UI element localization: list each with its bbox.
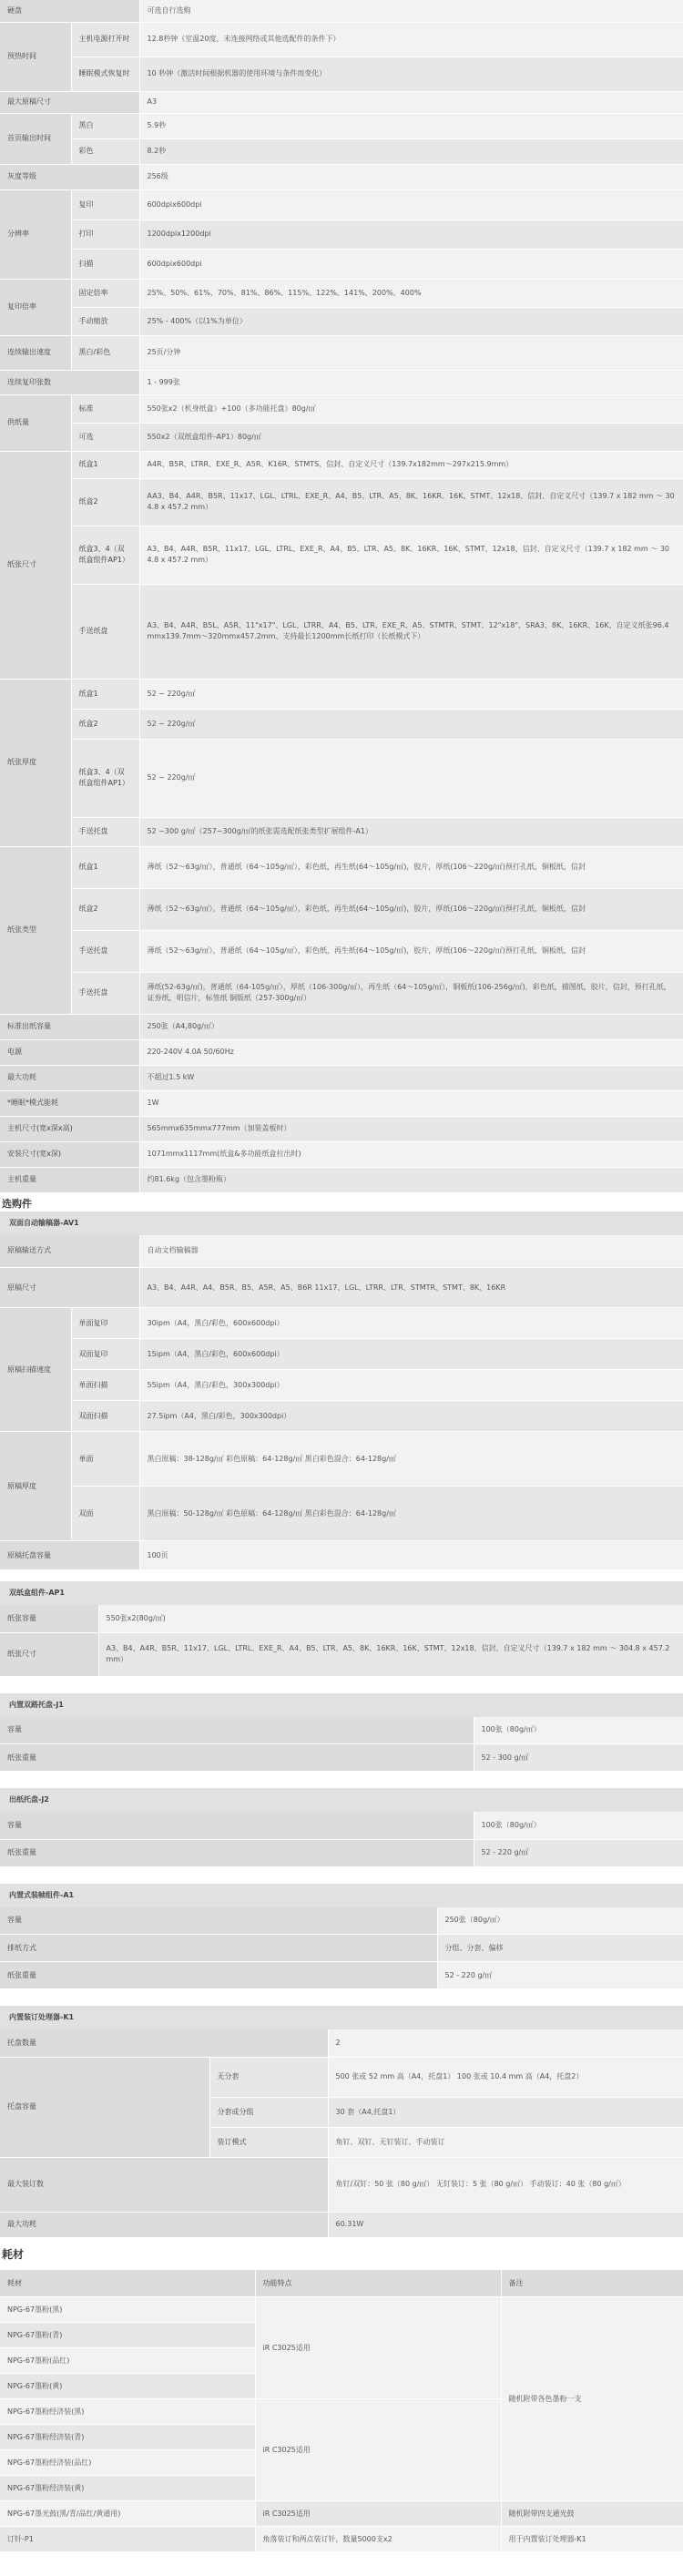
row-heading: 容量 (0, 1812, 474, 1839)
row-value: 27.5ipm（A4，黑白/彩色，300x300dpi） (139, 1401, 683, 1432)
table-row (0, 56, 683, 91)
row-heading: 安装尺寸(宽x深) (0, 1141, 139, 1167)
table-row (0, 1541, 683, 1570)
row-subheading: 彩色 (71, 138, 139, 164)
table-row (0, 1839, 683, 1866)
table-row (0, 1717, 683, 1744)
row-subheading: 主机电源打开时 (71, 22, 139, 56)
row-value: 1200dpix1200dpi (139, 220, 683, 249)
section-gap (0, 1867, 683, 1884)
row-subheading: 复印 (71, 189, 139, 220)
table-row (0, 1308, 683, 1339)
row-heading: 连续复印张数 (0, 370, 139, 394)
row-value: A3 (139, 91, 683, 113)
row-value: 分组、分套、偏移 (437, 1935, 683, 1962)
row-value: 30ipm（A4，黑白/彩色，600x600dpi） (139, 1308, 683, 1339)
consumables-heading: 耗材 (2, 2247, 25, 2261)
row-heading: *睡眠*模式能耗 (0, 1090, 139, 1116)
table-row (0, 1812, 683, 1839)
table-row (0, 709, 683, 739)
table-row (0, 846, 683, 888)
column-header: 功能特点 (255, 2270, 501, 2297)
table-row (0, 1116, 683, 1141)
row-heading: 纸张重量 (0, 1839, 474, 1866)
row-subheading: 单面复印 (71, 1308, 139, 1339)
row-value: 100页 (139, 1541, 683, 1570)
table-row (0, 220, 683, 249)
row-value: 薄纸(52-63g/㎡)，普通纸（64-105g/㎡），厚纸（106-300g/㎡），再生纸（64～105g/㎡），铜板纸(106-256g/㎡)，彩色纸，描图纸，胶片，信封，预打孔纸，证券纸，明信片，标签纸 铜版纸（257-300g/㎡） (139, 972, 683, 1014)
row-heading: 连续输出速度 (0, 335, 71, 370)
row-value: A3、B4、A4R、A4、B5R、B5、A5R、A5、B6R 11x17、LGL、LTRR、LTR、STMTR、STMT、8K、16KR (139, 1268, 683, 1308)
table-row (0, 1014, 683, 1039)
row-heading: 最大装订数 (0, 2157, 328, 2212)
row-value: 500 张或 52 mm 高（A4，托盘1） 100 张或 10.4 mm 高（A4，托盘2） (328, 2057, 683, 2097)
table-row (0, 1268, 683, 1308)
table-row (0, 138, 683, 164)
row-value: 250张（80g/㎡） (437, 1907, 683, 1935)
row-value: 1 - 999张 (139, 370, 683, 394)
table-row (0, 113, 683, 138)
table-row (0, 307, 683, 335)
row-heading: 最大功耗 (0, 2212, 328, 2237)
consumable-name: NPG-67墨粉(品红) (0, 2348, 255, 2374)
row-heading: 纸张尺寸 (0, 1632, 98, 1676)
row-heading: 纸张类型 (0, 846, 71, 1014)
table-row (0, 972, 683, 1014)
row-heading: 容量 (0, 1717, 474, 1744)
table-row (0, 394, 683, 423)
row-value: 30 套（A4,托盘1） (328, 2097, 683, 2127)
row-value: A3、B4、A4R、B5R、11x17、LGL、LTRL、EXE_R、A4、B5、LTR、A5、8K、16KR、16K、STMT、12x18、信封、自定义尺寸（139.7 x 182 mm ～ 304.8 x 457.2 mm） (139, 526, 683, 584)
row-subheading: 标准 (71, 394, 139, 423)
table-row (0, 2029, 683, 2057)
row-subheading: 手送托盘 (71, 972, 139, 1014)
section-title: 内置式装帧组件-A1 (0, 1884, 683, 1907)
table-row (0, 249, 683, 279)
row-value: 52 - 220 g/㎡ (437, 1962, 683, 1989)
row-value: 12.8秒钟（室温20度，未连接网络或其他选配件的条件下） (139, 22, 683, 56)
section-title: 出纸托盘-J2 (0, 1788, 683, 1812)
row-value: 角钉、双钉、无钉装订、手动装订 (328, 2127, 683, 2157)
row-value: 自动文档输稿器 (139, 1235, 683, 1268)
row-value: 600dpix600dpi (139, 189, 683, 220)
row-heading: 复印倍率 (0, 279, 71, 335)
consumable-name: NPG-67墨光鼓(黑/青/品红/黄通用) (0, 2501, 255, 2527)
row-value: 约81.6kg（包含墨粉瓶） (139, 1167, 683, 1192)
row-value: 1071mmx1117mm(纸盒&多功能纸盒拉出时) (139, 1141, 683, 1167)
row-heading: 主机尺寸(宽x深x高) (0, 1116, 139, 1141)
table-row (0, 1235, 683, 1268)
row-subheading: 纸盒1 (71, 846, 139, 888)
table-row (0, 370, 683, 394)
ap1-table (0, 1605, 683, 1677)
table-row (0, 478, 683, 526)
table-row (0, 335, 683, 370)
feature-cell: iR C3025适用 (255, 2399, 501, 2501)
table-row (0, 739, 683, 817)
row-subheading: 纸盒3、4（双纸盒组件AP1） (71, 739, 139, 817)
row-value: 25% - 400%（以1%为单位） (139, 307, 683, 335)
row-value: 黑白原稿：50-128g/㎡ 彩色原稿：64-128g/㎡ 黑白彩色混合：64-128g/㎡ (139, 1487, 683, 1541)
row-value: 550张x2（机身纸盒）+100（多功能托盘）80g/㎡ (139, 394, 683, 423)
row-value: 250张（A4,80g/㎡） (139, 1014, 683, 1039)
row-heading: 电源 (0, 1039, 139, 1065)
row-heading: 托盘容量 (0, 2057, 209, 2157)
table-header-row (0, 2270, 683, 2297)
table-row (0, 1065, 683, 1090)
row-subheading: 纸盒2 (71, 478, 139, 526)
note-cell: 用于内置装订处理器-K1 (501, 2527, 683, 2552)
section-title: 双面自动输稿器-AV1 (0, 1211, 683, 1235)
table-row (0, 930, 683, 972)
table-row (0, 1432, 683, 1487)
row-heading: 标准出纸容量 (0, 1014, 139, 1039)
a1-table (0, 1907, 683, 1990)
row-subheading: 单面扫描 (71, 1370, 139, 1401)
row-heading: 纸张尺寸 (0, 451, 71, 679)
row-subheading: 无分套 (209, 2057, 328, 2097)
row-heading: 首页输出时间 (0, 113, 71, 164)
row-heading: 纸张容量 (0, 1605, 98, 1632)
table-row (0, 22, 683, 56)
row-subheading: 固定倍率 (71, 279, 139, 307)
consumable-name: NPG-67墨粉(黑) (0, 2297, 255, 2323)
row-subheading: 黑白 (71, 113, 139, 138)
table-row (0, 423, 683, 451)
row-value: 600dpix600dpi (139, 249, 683, 279)
feature-cell: 角落装订和两点装订针，数量5000支x2 (255, 2527, 501, 2552)
row-heading: 托盘数量 (0, 2029, 328, 2057)
consumable-name: NPG-67墨粉(黄) (0, 2374, 255, 2399)
table-row (0, 189, 683, 220)
table-row (0, 2527, 683, 2552)
table-row (0, 584, 683, 679)
table-row (0, 451, 683, 478)
table-row (0, 817, 683, 846)
consumable-name: NPG-67墨粉经济装(黑) (0, 2399, 255, 2425)
table-row (0, 2501, 683, 2527)
row-heading: 主机重量 (0, 1167, 139, 1192)
table-row (0, 1370, 683, 1401)
row-heading: 最大功耗 (0, 1065, 139, 1090)
table-row (0, 0, 683, 22)
table-row (0, 1401, 683, 1432)
table-row (0, 1605, 683, 1632)
row-value: 8.2秒 (139, 138, 683, 164)
table-row (0, 1039, 683, 1065)
row-heading: 原稿托盘容量 (0, 1541, 139, 1570)
consumable-name: NPG-67墨粉经济装(黄) (0, 2476, 255, 2501)
note-cell: 随机附带四支通光鼓 (501, 2501, 683, 2527)
row-value: A3、B4、A4R、B5L、A5R、11"x17"、LGL、LTRR、A4、B5、LTR、EXE_R、A5、STMTR、STMT、12"x18"、SRA3、8K、16KR、16K、自定义纸张96.4mmx139.7mm～320mmx457.2mm、支持最长1200mm长纸打印（长纸模式下） (139, 584, 683, 679)
row-value: A3、B4、A4R、B5R、11x17、LGL、LTRL、EXE_R、A4、B5、LTR、A5、8K、16KR、16K、STMT、12x18、信封、自定义尺寸（139.7 x 182 mm ～ 304.8 x 457.2 mm） (98, 1632, 683, 1676)
row-subheading: 装订模式 (209, 2127, 328, 2157)
row-value: 52 ~ 220g/㎡ (139, 739, 683, 817)
section-gap (0, 1570, 683, 1581)
row-value: 薄纸（52～63g/㎡），普通纸（64～105g/㎡），彩色纸，再生纸(64～105g/㎡)，胶片，厚纸(106～220g/㎡)预打孔纸，铜板纸，信封 (139, 846, 683, 888)
row-subheading: 手送托盘 (71, 817, 139, 846)
row-heading: 纸张重量 (0, 1744, 474, 1772)
row-subheading: 双面扫描 (71, 1401, 139, 1432)
row-subheading: 可选 (71, 423, 139, 451)
table-row (0, 1744, 683, 1772)
row-value: 5.9秒 (139, 113, 683, 138)
feature-cell: iR C3025适用 (255, 2501, 501, 2527)
row-value: 2 (328, 2029, 683, 2057)
options-heading: 选购件 (2, 1197, 32, 1210)
section-gap (0, 1989, 683, 2006)
column-header: 备注 (501, 2270, 683, 2297)
table-row (0, 2057, 683, 2097)
row-heading: 供纸量 (0, 394, 71, 451)
row-subheading: 扫描 (71, 249, 139, 279)
consumable-name: 订针-P1 (0, 2527, 255, 2552)
table-row (0, 679, 683, 709)
row-heading: 原稿输送方式 (0, 1235, 139, 1268)
k1-table (0, 2029, 683, 2238)
row-value: AA3、B4、A4R、B5R、11x17、LGL、LTRL、EXE_R、A4、B5、LTR、A5、8K、16KR、16K、STMT、12x18、信封、自定义尺寸（139.7 x 182 mm ～ 304.8 x 457.2 mm） (139, 478, 683, 526)
row-value: 25%、50%、61%、70%、81%、86%、115%、122%、141%、200%、400% (139, 279, 683, 307)
row-subheading: 单面 (71, 1432, 139, 1487)
row-subheading: 纸盒2 (71, 888, 139, 930)
table-row (0, 526, 683, 584)
table-row (0, 888, 683, 930)
row-value: 550张x2(80g/㎡) (98, 1605, 683, 1632)
row-value: 52 ~ 220g/㎡ (139, 679, 683, 709)
row-heading: 原稿扫描速度 (0, 1308, 71, 1432)
table-row (0, 91, 683, 113)
row-value: 220-240V 4.0A 50/60Hz (139, 1039, 683, 1065)
row-value: 15ipm（A4，黑白/彩色，600x600dpi） (139, 1339, 683, 1370)
row-value: 565mmx635mmx777mm（加装盖板时） (139, 1116, 683, 1141)
consumable-name: NPG-67墨粉经济装(青) (0, 2425, 255, 2450)
row-subheading: 双面复印 (71, 1339, 139, 1370)
column-header: 耗材 (0, 2270, 255, 2297)
section-gap (0, 1677, 683, 1693)
note-cell: 随机附带各色墨粉一支 (501, 2297, 683, 2501)
row-value: 52 ~300 g/㎡（257~300g/㎡的纸张需选配纸张类型扩展组件-A1） (139, 817, 683, 846)
row-subheading: 手送托盘 (71, 930, 139, 972)
row-value: 可选自行选购 (139, 0, 683, 22)
row-subheading: 纸盒3、4（双纸盒组件AP1） (71, 526, 139, 584)
row-value: 10 秒钟（激活时间根据机器的使用环境与条件而变化） (139, 56, 683, 91)
row-value: 1W (139, 1090, 683, 1116)
row-subheading: 手动缩放 (71, 307, 139, 335)
row-value: 52 - 220 g/㎡ (474, 1839, 683, 1866)
row-subheading: 纸盒1 (71, 451, 139, 478)
row-subheading: 打印 (71, 220, 139, 249)
row-value: 100张（80g/㎡） (474, 1812, 683, 1839)
row-subheading: 睡眠模式恢复时 (71, 56, 139, 91)
table-row (0, 1487, 683, 1541)
table-row (0, 1167, 683, 1192)
table-row (0, 1090, 683, 1116)
table-row (0, 1339, 683, 1370)
section-title: 内置双路托盘-J1 (0, 1693, 683, 1717)
row-heading: 容量 (0, 1907, 437, 1935)
row-value: 角钉/双钉：50 张（80 g/㎡） 无钉装订：5 张（80 g/㎡） 手动装订：40 张（80 g/㎡） (328, 2157, 683, 2212)
row-value: 黑白原稿：38-128g/㎡ 彩色原稿：64-128g/㎡ 黑白彩色混合：64-128g/㎡ (139, 1432, 683, 1487)
row-subheading: 双面 (71, 1487, 139, 1541)
row-subheading: 黑白/彩色 (71, 335, 139, 370)
row-heading: 排纸方式 (0, 1935, 437, 1962)
row-value: 256级 (139, 164, 683, 189)
table-row (0, 279, 683, 307)
row-value: 不超过1.5 kW (139, 1065, 683, 1090)
section-gap (0, 1772, 683, 1788)
section-title: 内置装订处理器-K1 (0, 2006, 683, 2029)
row-heading: 灰度等级 (0, 164, 139, 189)
row-heading: 分辨率 (0, 189, 71, 279)
section-title: 双纸盒组件-AP1 (0, 1581, 683, 1605)
adf-table (0, 1235, 683, 1571)
consumable-name: NPG-67墨粉(青) (0, 2323, 255, 2348)
table-row (0, 1632, 683, 1676)
table-row (0, 2212, 683, 2237)
row-value: 100张（80g/㎡） (474, 1717, 683, 1744)
row-heading: 纸张重量 (0, 1962, 437, 1989)
consumable-name: NPG-67墨粉经济装(品红) (0, 2450, 255, 2476)
table-row (0, 1907, 683, 1935)
row-value: A4R、B5R、LTRR、EXE_R、A5R、K16R、STMTS、信封、自定义尺寸（139.7x182mm～297x215.9mm） (139, 451, 683, 478)
j2-table (0, 1812, 683, 1867)
row-heading: 最大原稿尺寸 (0, 91, 139, 113)
row-value: 25页/分钟 (139, 335, 683, 370)
row-subheading: 纸盒1 (71, 679, 139, 709)
row-value: 薄纸（52～63g/㎡），普通纸（64～105g/㎡），彩色纸，再生纸(64～105g/㎡)，胶片，厚纸(106～220g/㎡)预打孔纸，铜板纸，信封 (139, 930, 683, 972)
row-value: 55ipm（A4，黑白/彩色，300x300dpi） (139, 1370, 683, 1401)
row-value: 550x2（双纸盒组件-AP1）80g/㎡ (139, 423, 683, 451)
row-value: 薄纸（52～63g/㎡），普通纸（64～105g/㎡），彩色纸，再生纸(64～105g/㎡)，胶片，厚纸(106～220g/㎡)预打孔纸，铜板纸，信封 (139, 888, 683, 930)
feature-cell: iR C3025适用 (255, 2297, 501, 2399)
table-row (0, 1962, 683, 1989)
row-heading: 预热时间 (0, 22, 71, 91)
row-value: 52 ~ 220g/㎡ (139, 709, 683, 739)
table-row (0, 2157, 683, 2212)
table-row (0, 1935, 683, 1962)
j1-table (0, 1717, 683, 1773)
table-row (0, 1141, 683, 1167)
row-subheading: 纸盒2 (71, 709, 139, 739)
row-heading: 纸张厚度 (0, 679, 71, 846)
row-value: 52 - 300 g/㎡ (474, 1744, 683, 1772)
main-spec-table (0, 0, 683, 1193)
table-row (0, 164, 683, 189)
row-heading: 原稿尺寸 (0, 1268, 139, 1308)
row-value: 60.31W (328, 2212, 683, 2237)
table-row (0, 2297, 683, 2323)
row-heading: 硬盘 (0, 0, 139, 22)
row-subheading: 分套或分组 (209, 2097, 328, 2127)
consumables-table (0, 2270, 683, 2553)
row-subheading: 手送纸盘 (71, 584, 139, 679)
row-heading: 原稿厚度 (0, 1432, 71, 1541)
